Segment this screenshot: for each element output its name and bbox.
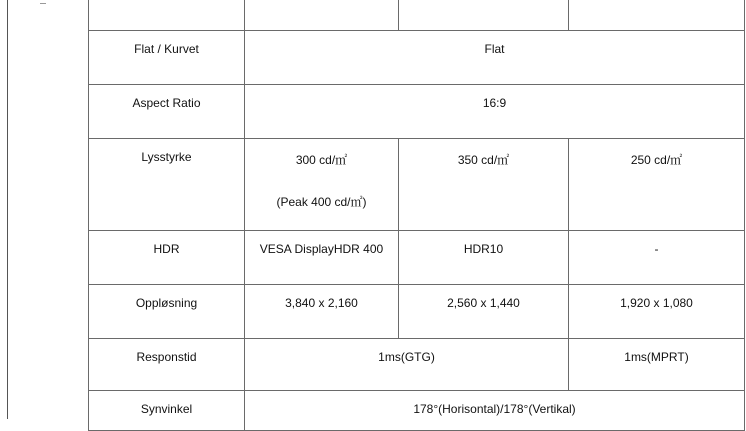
row-label-response-time: Responstid (89, 339, 245, 391)
cell-value: 300 cd/㎡ (295, 153, 348, 167)
table-cell: 1,920 x 1,080 (569, 285, 745, 339)
table-cell: - (569, 231, 745, 285)
table-cell: 1ms(GTG) (245, 339, 569, 391)
table-row (89, 139, 745, 231)
table-cell: 350 cd/㎡ (399, 139, 569, 231)
table-cell: 16:9 (245, 85, 745, 139)
table-row (89, 231, 745, 285)
row-label-hdr: HDR (89, 231, 245, 285)
table-cell: VESA DisplayHDR 400 (245, 231, 399, 285)
table-row (89, 339, 745, 391)
table-row (89, 0, 745, 31)
spec-table (88, 0, 745, 431)
row-label-aspect-ratio: Aspect Ratio (89, 85, 245, 139)
table-cell: 3,840 x 2,160 (245, 285, 399, 339)
row-label (89, 0, 245, 31)
table-row (89, 285, 745, 339)
row-label-flat-curved: Flat / Kurvet (89, 31, 245, 85)
table-cell: 2,560 x 1,440 (399, 285, 569, 339)
table-cell: 178°(Horisontal)/178°(Vertikal) (245, 391, 745, 431)
cell-subvalue: (Peak 400 cd/㎡) (276, 195, 367, 209)
table-row (89, 31, 745, 85)
table-cell (245, 139, 399, 231)
table-cell: 1ms(MPRT) (569, 339, 745, 391)
table-cell (399, 0, 569, 31)
row-label-brightness: Lysstyrke (89, 139, 245, 231)
row-label-viewing-angle: Synvinkel (89, 391, 245, 431)
table-cell (569, 0, 745, 31)
table-cell: 250 cd/㎡ (569, 139, 745, 231)
page-margin-mark (40, 0, 46, 4)
table-row (89, 391, 745, 431)
table-row (89, 85, 745, 139)
table-cell (245, 0, 399, 31)
row-label-resolution: Oppløsning (89, 285, 245, 339)
page-left-border (7, 0, 8, 419)
table-cell: HDR10 (399, 231, 569, 285)
table-cell: Flat (245, 31, 745, 85)
